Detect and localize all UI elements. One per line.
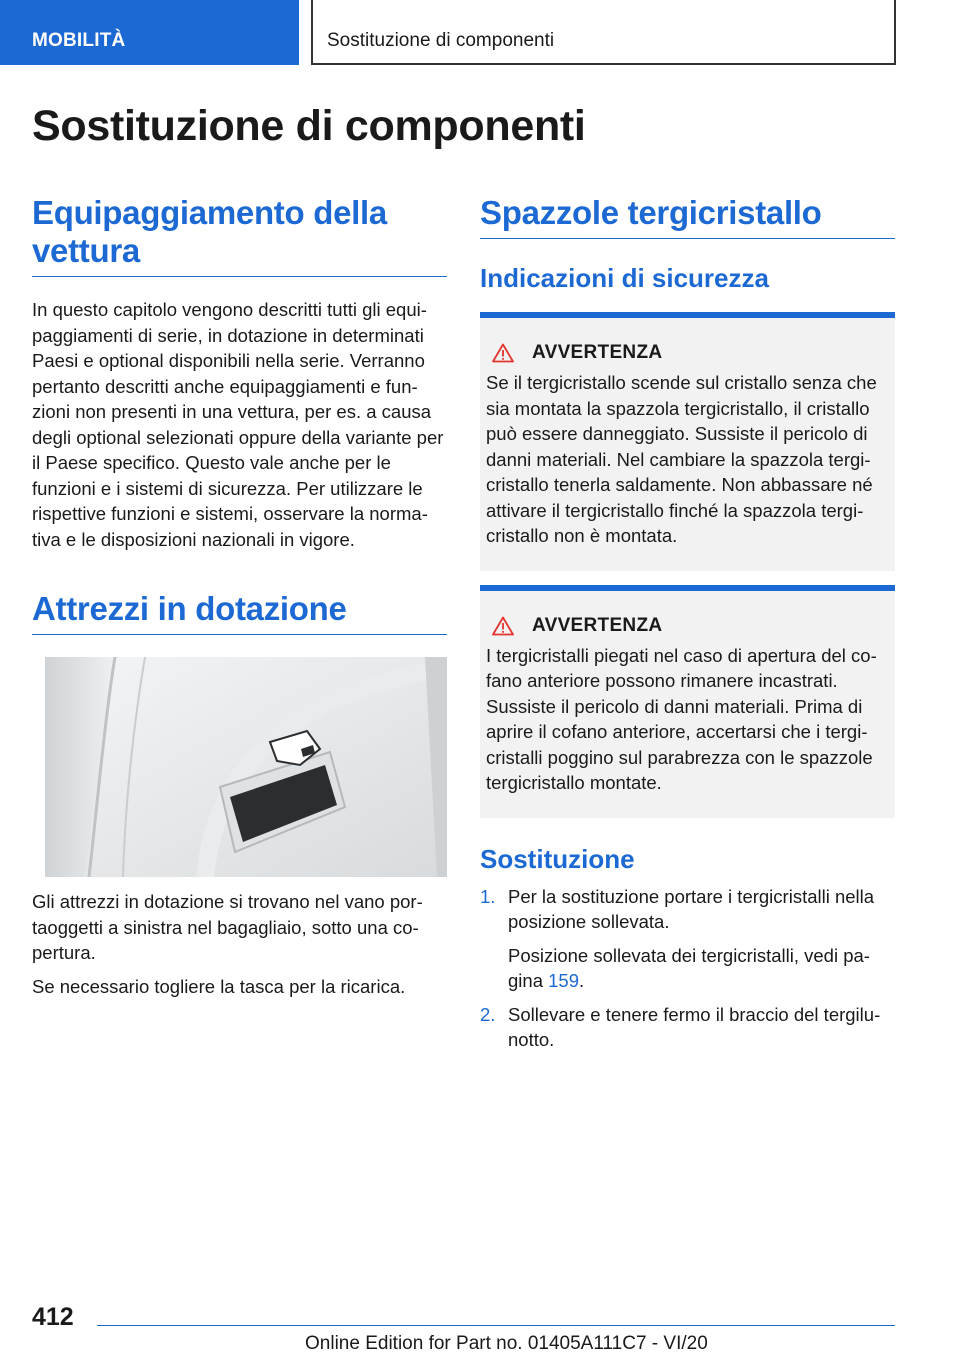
page-reference-link[interactable]: 159: [548, 970, 579, 991]
subsection-title-replacement: Sostituzione: [480, 843, 635, 874]
footer-edition: Online Edition for Part no. 01405A111C7 - VI/20: [305, 1333, 708, 1354]
section-title-wiper-blades: Spazzole tergicristallo: [480, 194, 895, 239]
tools-compartment-image: [45, 657, 447, 877]
warning-header-2: [492, 615, 885, 637]
header-chapter-tab: [311, 0, 896, 65]
page-title: Sostituzione di componenti: [32, 102, 586, 150]
warning-box-2: [480, 585, 895, 818]
step-text-2: Sollevare e tenere fermo il braccio del tergilunotto.: [508, 1003, 881, 1050]
warning-triangle-icon: [492, 343, 514, 363]
warning-text-2: I tergicristalli piegati nel caso di apertura del cofano anteriore possono rimanere incastrati. Sussiste il pericolo di danni materiali. Prima di aprire il cofano anteriore, accertarsi che i tergicristalli poggino sul parabrezza con le spazzole tergicristallo montate.: [486, 644, 877, 793]
header-section-label: MOBILITÀ: [32, 30, 126, 51]
warning-text-1: Se il tergicristallo scende sul cristallo senza che sia montata la spazzola tergicristallo, il cristallo può essere danneggiato. Sussiste il pericolo di danni materiali. Nel cambiare la spazzola tergicristallo tenerla saldamente. Non abbassare né attivare il tergicristallo finché la spazzola tergicristallo non è montata.: [486, 372, 877, 546]
right-column: [480, 194, 895, 1061]
step-subtext-1: [508, 943, 895, 994]
step-subtext-1-post: .: [579, 970, 585, 991]
warning-triangle-icon: [492, 616, 514, 636]
warning-label-2: AVVERTENZA: [532, 614, 663, 636]
tools-paragraph-2: Se necessario togliere la tasca per la ricarica.: [32, 975, 406, 997]
tools-paragraph-1: Gli attrezzi in dotazione si trovano nel vano portaoggetti a sinistra nel bagagliaio, sotto una copertura.: [32, 891, 423, 963]
step-number-2: 2.: [480, 1003, 496, 1025]
left-column: [32, 194, 447, 999]
footer-divider: [97, 1325, 895, 1326]
step-text-1: Per la sostituzione portare i tergicristalli nella posizione sollevata.: [508, 885, 875, 932]
warning-box-1: [480, 312, 895, 571]
replacement-steps: [480, 884, 895, 1053]
warning-header-1: [492, 342, 885, 364]
step-item-2: [480, 1002, 895, 1053]
step-subtext-1-pre: Posizione sollevata dei tergicristalli, vedi pagina: [508, 944, 870, 991]
step-item-1: [480, 884, 895, 994]
warning-label-1: AVVERTENZA: [532, 342, 663, 363]
page-number: 412: [32, 1303, 74, 1331]
step-number-1: 1.: [480, 885, 496, 907]
header-section-tab: [0, 0, 299, 65]
header-chapter-label: Sostituzione di componenti: [327, 30, 555, 51]
trunk-compartment-illustration: [45, 657, 447, 877]
section-title-tools: Attrezzi in dotazione: [32, 590, 447, 635]
equipment-paragraph: In questo capitolo vengono descritti tutti gli equipaggiamenti di serie, in dotazione in determinati Paesi e optional disponibili nella serie. Verranno pertanto descritti anche equipaggiamenti e funzioni non presenti in una vettura, per es. a causa degli optional selezionati oppure della variante per il Paese specifico. Questo vale anche per le funzioni e i sistemi di sicurezza. Per utilizzare le rispettive funzioni e sistemi, osservare la normativa e le disposizioni nazionali in vigore.: [32, 299, 444, 550]
section-title-equipment: Equipaggiamento della vettura: [32, 194, 447, 277]
subsection-title-safety: Indicazioni di sicurezza: [480, 263, 769, 293]
